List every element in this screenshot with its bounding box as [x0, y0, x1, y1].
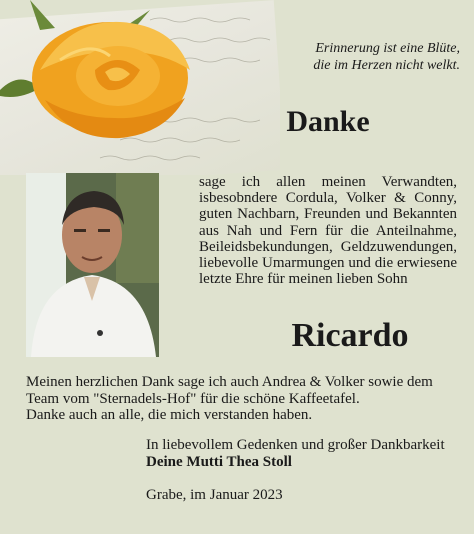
rose-letter-decoration	[0, 0, 280, 175]
memory-line: In liebevollem Gedenken und großer Dankbarkeit	[146, 437, 445, 453]
rose-illustration	[0, 0, 210, 160]
memorial-quote	[240, 40, 460, 74]
thanks-message: sage ich allen meinen Verwandten, isbesobndere Cordula, Volker & Conny, guten Nachbarn, Freunden und Bekannten aus Nah und Fern für die Anteilnahme, Beileidsbekundungen, Geldzuwendungen, liebevolle Umarmungen und die erwiesene letzte Ehre für meinen lieben Sohn	[199, 174, 457, 288]
closing-block	[146, 437, 466, 470]
portrait-photo	[26, 173, 159, 357]
thanks-line-3: Danke auch an alle, die mich verstanden haben.	[26, 407, 313, 423]
quote-line-1: Erinnerung ist eine Blüte,	[315, 41, 460, 56]
signature: Deine Mutti Thea Stoll	[146, 453, 292, 470]
place-date: Grabe, im Januar 2023	[146, 487, 283, 503]
deceased-name: Ricardo	[291, 317, 409, 354]
quote-line-2: die im Herzen nicht welkt.	[313, 58, 460, 73]
additional-thanks	[26, 374, 466, 424]
thanks-line-1: Meinen herzlichen Dank sage ich auch Andrea & Volker sowie dem	[26, 374, 433, 390]
thanks-line-2: Team vom "Sternadels-Hof" für die schöne Kaffeetafel.	[26, 390, 360, 407]
heading-danke: Danke	[286, 105, 370, 138]
portrait-illustration	[26, 173, 159, 357]
